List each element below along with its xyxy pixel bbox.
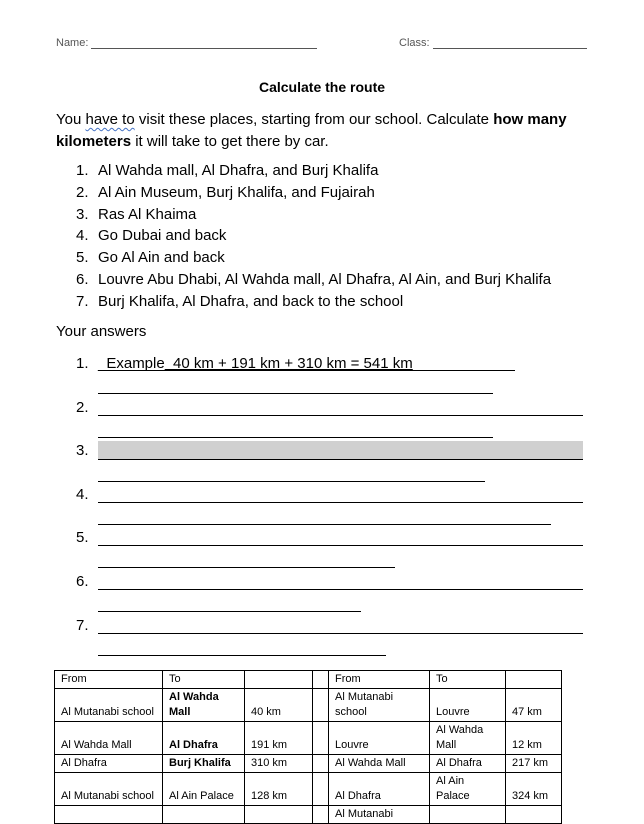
table-cell: Al Dhafra xyxy=(163,722,245,755)
intro-bold: how many kilometers xyxy=(56,111,567,150)
table-cell: Al Ain Palace xyxy=(163,773,245,806)
page-title: Calculate the route xyxy=(258,79,386,95)
task-number: 2. xyxy=(76,183,89,201)
table-cell xyxy=(163,806,245,824)
task-text: Al Wahda mall, Al Dhafra, and Burj Khalifa xyxy=(98,162,379,179)
example-value: _40 km + 191 km + 310 km = 541 km xyxy=(164,355,413,372)
task-text: Go Al Ain and back xyxy=(98,249,225,267)
table-cell: 128 km xyxy=(245,773,313,806)
distance-table xyxy=(54,670,562,824)
table-cell: Al Wahda Mall xyxy=(329,755,430,773)
table-cell: Louvre xyxy=(329,722,430,755)
header-cell xyxy=(245,671,313,689)
class-label: Class: xyxy=(399,37,430,49)
table-cell: Al Wahda Mall xyxy=(163,689,245,722)
answer-line[interactable] xyxy=(98,459,583,460)
task-item xyxy=(56,291,551,313)
table-cell xyxy=(313,806,329,824)
task-text: Louvre Abu Dhabi, Al Wahda mall, Al Dhafra, Al Ain, and Burj Khalifa xyxy=(98,270,552,288)
answer-line[interactable] xyxy=(98,393,493,394)
task-text: Ras Al Khaima xyxy=(98,205,197,223)
name-field xyxy=(56,36,317,49)
header-cell xyxy=(506,671,562,689)
task-item xyxy=(56,204,551,226)
table-cell: Al Mutanabi school xyxy=(55,773,163,806)
table-cell: 191 km xyxy=(245,722,313,755)
table-cell xyxy=(313,755,329,773)
answer-line[interactable] xyxy=(98,415,583,416)
answer-line[interactable] xyxy=(98,437,493,438)
answer-line[interactable] xyxy=(98,481,485,482)
table-cell xyxy=(313,689,329,722)
task-item xyxy=(56,247,551,269)
intro-part3: visit these places, starting from our school. Calculate xyxy=(134,111,494,128)
table-cell: 324 km xyxy=(506,773,562,806)
table-cell xyxy=(313,773,329,806)
table-row xyxy=(55,689,562,722)
header-cell: From xyxy=(55,671,163,689)
task-number: 5. xyxy=(76,249,89,267)
table-cell: 217 km xyxy=(506,755,562,773)
table-header-row xyxy=(55,671,562,689)
table-cell: Al Dhafra xyxy=(430,755,506,773)
table-cell: Al Dhafra xyxy=(329,773,430,806)
answer-line[interactable] xyxy=(98,524,551,525)
table-cell: 12 km xyxy=(506,722,562,755)
table-row xyxy=(55,755,562,773)
answer-line[interactable] xyxy=(98,502,583,503)
class-field xyxy=(399,36,587,49)
answer-line[interactable] xyxy=(98,655,386,656)
header-cell: To xyxy=(163,671,245,689)
header-cell xyxy=(313,671,329,689)
task-item xyxy=(56,269,551,291)
table-cell: Al Dhafra xyxy=(55,755,163,773)
intro-part2: have to xyxy=(85,111,135,128)
task-number: 6. xyxy=(76,270,89,288)
table-cell: 40 km xyxy=(245,689,313,722)
intro-part1: You xyxy=(56,111,86,128)
table-row xyxy=(55,773,562,806)
instructions xyxy=(56,109,596,153)
table-cell xyxy=(430,806,506,824)
task-list xyxy=(56,160,551,313)
example-label: _Example xyxy=(98,355,165,372)
table-cell xyxy=(313,722,329,755)
header-cell: From xyxy=(329,671,430,689)
class-blank[interactable] xyxy=(433,36,587,49)
name-blank[interactable] xyxy=(91,36,317,49)
answer-line[interactable] xyxy=(98,370,515,371)
task-item xyxy=(56,225,551,247)
answers-heading: Your answers xyxy=(56,323,147,340)
task-number: 4. xyxy=(76,227,89,245)
table-cell: 310 km xyxy=(245,755,313,773)
intro-part4: it will take to get there by car. xyxy=(131,133,329,150)
highlighted-answer-area xyxy=(98,441,583,460)
table-cell: Al Mutanabi school xyxy=(55,689,163,722)
answer-line[interactable] xyxy=(98,589,583,590)
task-text: Burj Khalifa, Al Dhafra, and back to the school xyxy=(98,292,404,310)
task-text: Al Ain Museum, Burj Khalifa, and Fujairah xyxy=(98,183,375,201)
task-number: 7. xyxy=(76,292,89,310)
task-item xyxy=(56,182,551,204)
table-cell: Burj Khalifa xyxy=(163,755,245,773)
table-cell: 47 km xyxy=(506,689,562,722)
answer-line[interactable] xyxy=(98,545,583,546)
task-text: Go Dubai and back xyxy=(98,227,227,245)
table-cell: Al Ain Palace xyxy=(430,773,506,806)
table-cell xyxy=(55,806,163,824)
table-cell xyxy=(245,806,313,824)
table-cell xyxy=(506,806,562,824)
table-cell: Louvre xyxy=(430,689,506,722)
name-label: Name: xyxy=(56,37,89,49)
answer-line[interactable] xyxy=(98,611,361,612)
table-cell: Al Wahda Mall xyxy=(55,722,163,755)
header-cell: To xyxy=(430,671,506,689)
task-number: 3. xyxy=(76,205,89,223)
table-cell: Al Mutanabi xyxy=(329,806,430,824)
task-number: 1. xyxy=(76,162,89,179)
table-cell: Al Wahda Mall xyxy=(430,722,506,755)
table-row xyxy=(55,806,562,824)
table-cell: Al Mutanabi school xyxy=(329,689,430,722)
answer-line[interactable] xyxy=(98,567,395,568)
table-row xyxy=(55,722,562,755)
task-item xyxy=(56,160,551,182)
answer-line[interactable] xyxy=(98,633,583,634)
